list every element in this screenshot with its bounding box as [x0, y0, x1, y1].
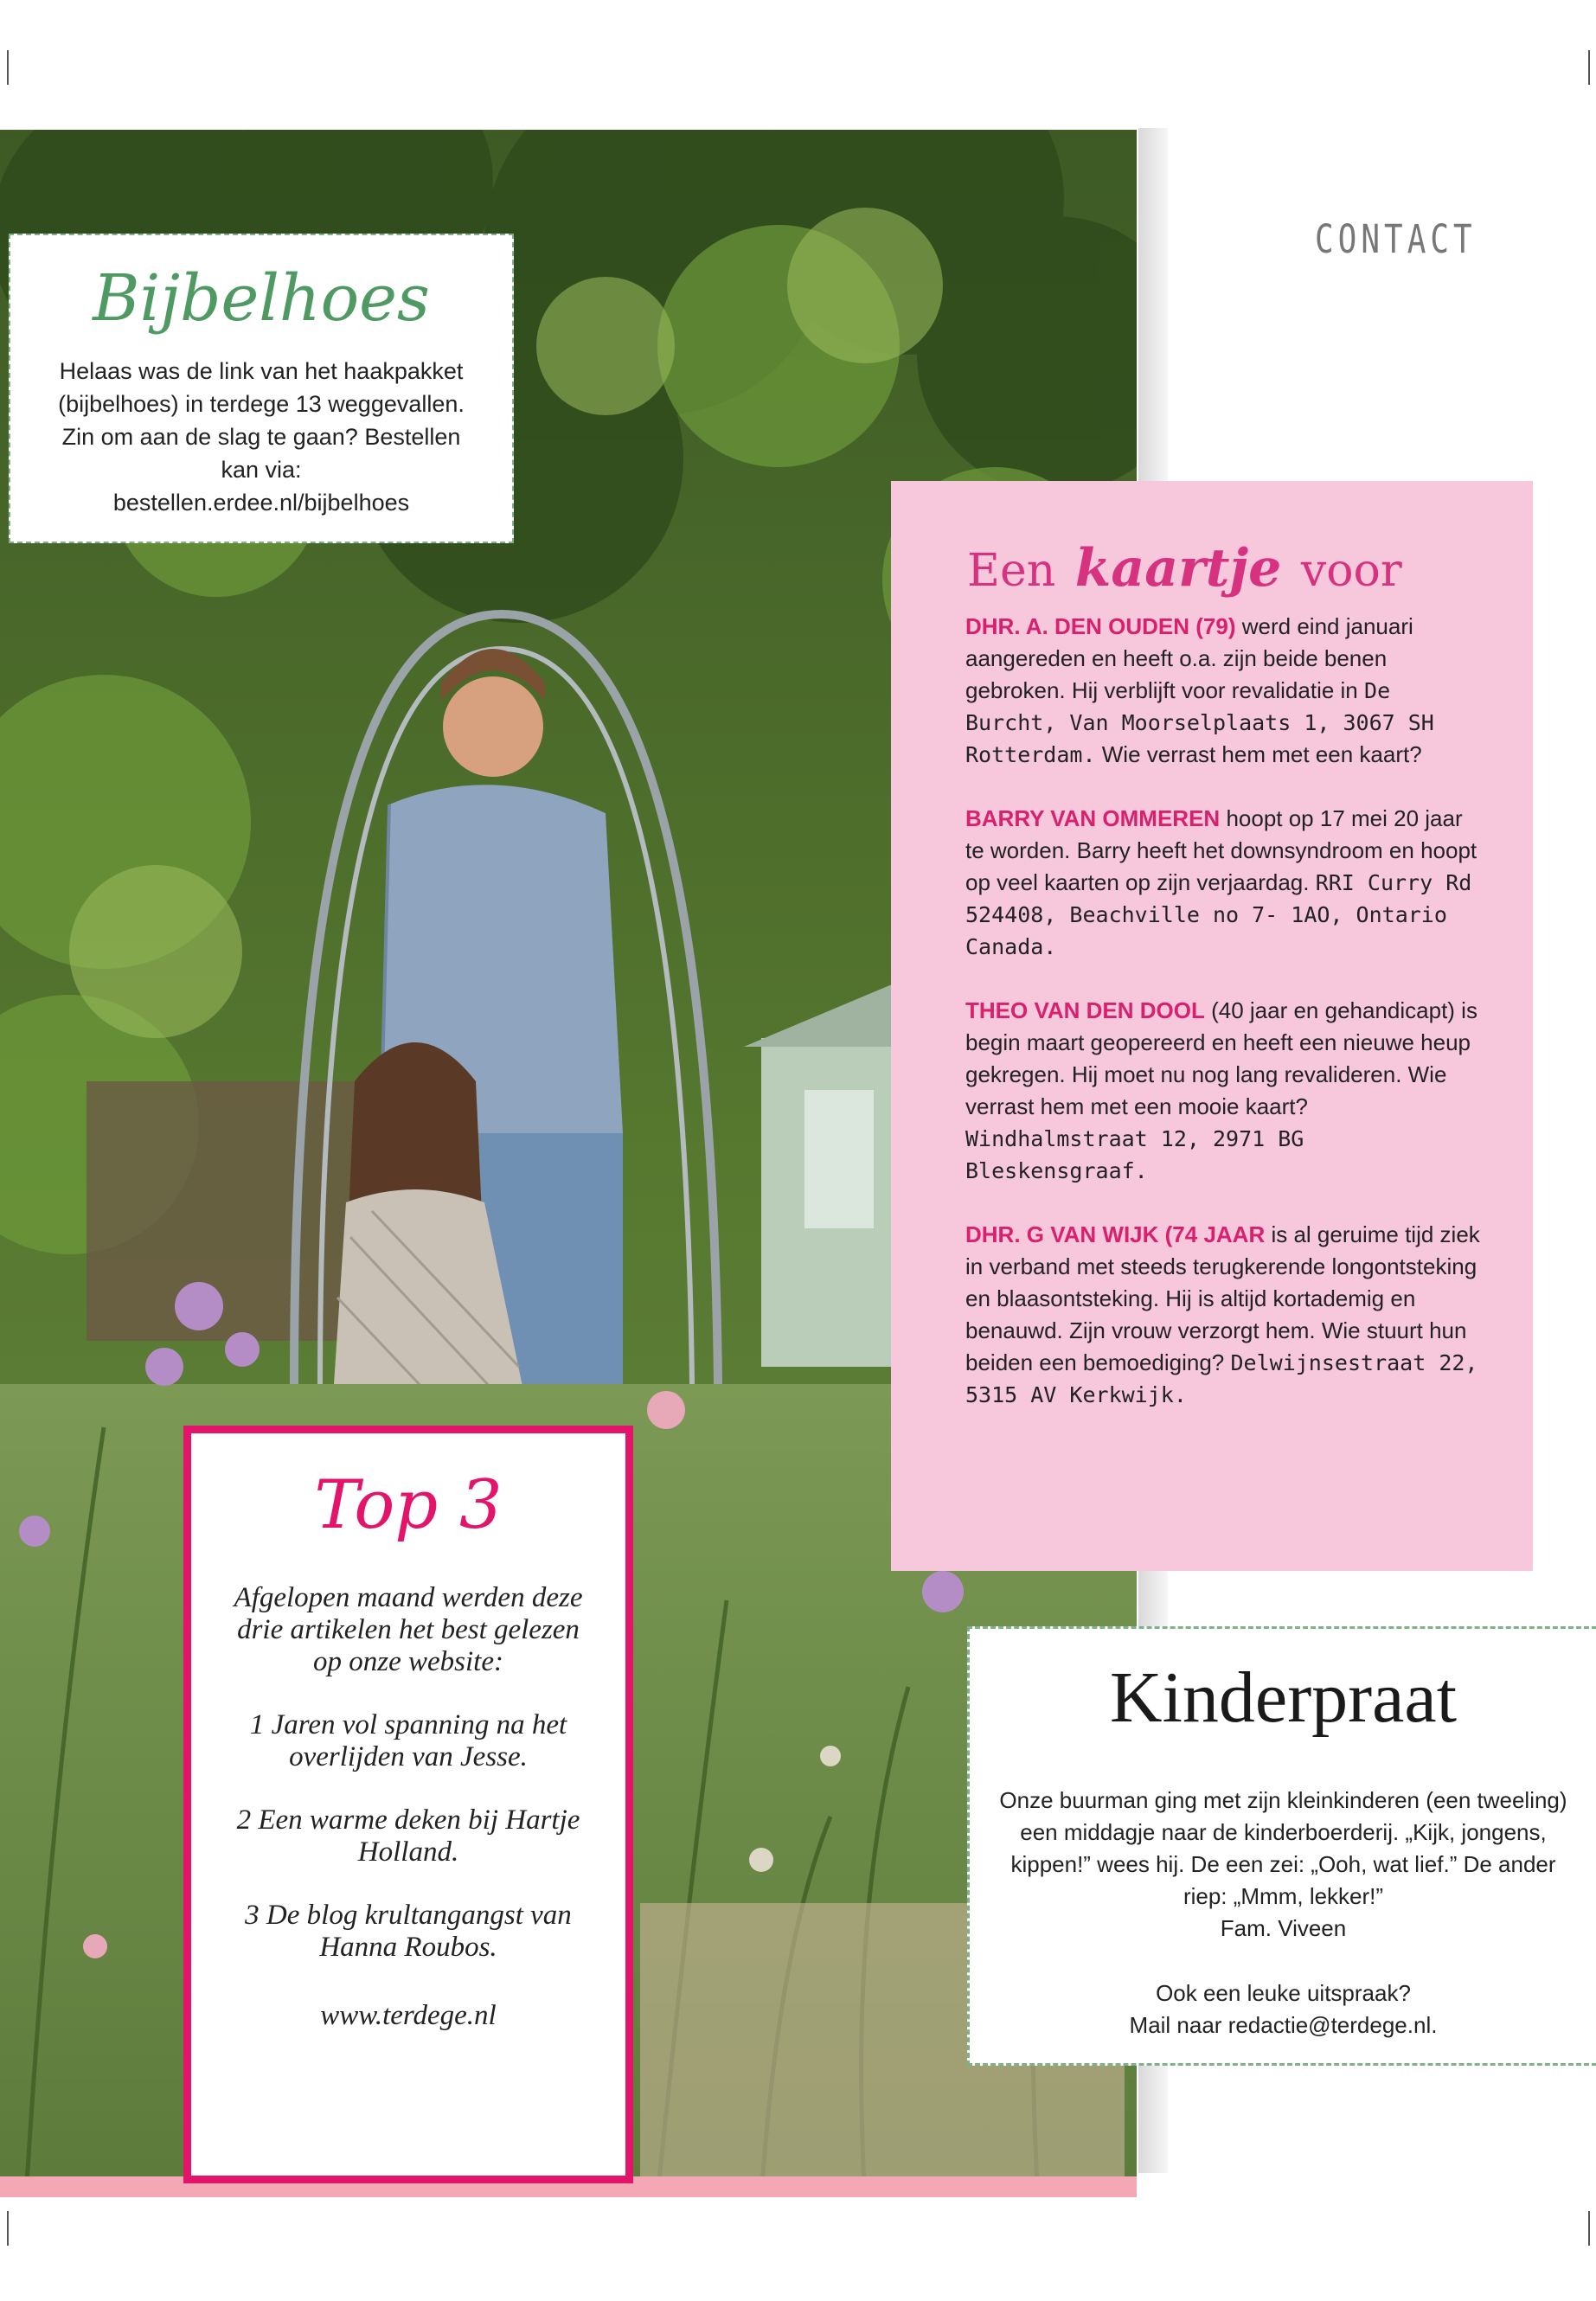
kaartje-entry [965, 995, 1484, 1187]
kaartje-heading [967, 538, 1402, 599]
kaartje-entry [965, 803, 1484, 963]
kinderpraat-body [987, 1785, 1580, 1945]
entry-name: DHR. G VAN WIJK (74 JAAR [965, 1221, 1266, 1247]
kaartje-entries [965, 611, 1484, 1443]
entry-text: is al geruime tijd ziek in verband met steeds terugkerende longontsteking en blaasontsteking. Hij is altijd kortademig en benauwd. Zijn vrouw verzorgt hem. Wie stuurt hun beiden een bemoediging? [965, 1221, 1480, 1375]
top3-item: 2 Een warme deken bij Hartje Holland. [236, 1804, 580, 1868]
kinderpraat-box [967, 1626, 1596, 2066]
crop-mark-top-left [7, 50, 9, 85]
bijbelhoes-body [45, 355, 478, 519]
kaartje-entry [965, 1219, 1484, 1411]
kinderpraat-signature: Fam. Viveen [1220, 1915, 1347, 1941]
entry-text: werd eind januari aangereden en heeft o.a. zijn beide benen gebroken. Hij verblijft voor revalidatie in [965, 613, 1413, 703]
crop-mark-bottom-left [7, 2211, 9, 2246]
bijbelhoes-title: Bijbelhoes [93, 261, 430, 336]
crop-mark-bottom-right [1588, 2211, 1590, 2246]
kaartje-heading-pre: Een [967, 545, 1056, 597]
entry-name: THEO VAN DEN DOOL [965, 997, 1205, 1023]
top3-item: 1 Jaren vol spanning na het overlijden van Jesse. [249, 1709, 567, 1772]
top3-intro: Afgelopen maand werden deze drie artikelen het best gelezen op onze website: [234, 1582, 583, 1677]
top3-box [183, 1426, 633, 2183]
kaartje-heading-post: voor [1300, 545, 1402, 597]
entry-after: Wie verrast hem met een kaart? [1101, 741, 1422, 767]
entry-name: BARRY VAN OMMEREN [965, 805, 1221, 831]
kinderpraat-cta [987, 1977, 1580, 2041]
kinderpraat-title: Kinderpraat [1109, 1657, 1458, 1738]
crop-mark-top-right [1588, 50, 1590, 85]
entry-address: De Burcht, Van Moorselplaats 1, 3067 SH Rotterdam. [965, 678, 1434, 767]
top3-url[interactable]: www.terdege.nl [320, 2000, 497, 2031]
bijbelhoes-text: Helaas was de link van het haakpakket (bijbelhoes) in terdege 13 weggevallen. Zin om aan de slag te gaan? Bestellen kan via: [58, 358, 465, 483]
section-label: CONTACT [1315, 218, 1477, 263]
top3-item: 3 De blog krultangangst van Hanna Roubos. [245, 1900, 572, 1963]
top3-title: Top 3 [314, 1466, 503, 1544]
kaartje-entry [965, 611, 1484, 771]
kaartje-box [891, 481, 1533, 1571]
kinderpraat-cta-line2[interactable]: Mail naar redactie@terdege.nl. [1129, 2012, 1438, 2038]
kaartje-heading-script: kaartje [1074, 538, 1282, 599]
entry-text: (40 jaar en gehandicapt) is begin maart geopereerd en heeft een nieuwe heup gekregen. Hij moet nu nog lang revalideren. Wie verrast hem met een mooie kaart? [965, 997, 1477, 1119]
entry-address: Delwijnsestraat 22, 5315 AV Kerkwijk. [965, 1350, 1478, 1407]
entry-address: Windhalmstraat 12, 2971 BG Bleskensgraaf. [965, 1126, 1304, 1183]
bijbelhoes-box [9, 234, 514, 543]
bijbelhoes-link[interactable]: bestellen.erdee.nl/bijbelhoes [112, 490, 410, 516]
entry-address: RRI Curry Rd 524408, Beachville no 7- 1AO, Ontario Canada. [965, 870, 1472, 959]
kinderpraat-text: Onze buurman ging met zijn kleinkinderen (een tweeling) een middagje naar de kinderboerderij. „Kijk, jongens, kippen!” wees hij. De een zei: „Ooh, wat lief.” De ander riep: „Mmm, lekker!” [999, 1787, 1567, 1909]
entry-name: DHR. A. DEN OUDEN (79) [965, 613, 1236, 639]
entry-text: hoopt op 17 mei 20 jaar te worden. Barry heeft het downsyndroom en hoopt op veel kaarten op zijn verjaardag. [965, 805, 1477, 895]
kinderpraat-cta-line1: Ook een leuke uitspraak? [1156, 1980, 1411, 2006]
